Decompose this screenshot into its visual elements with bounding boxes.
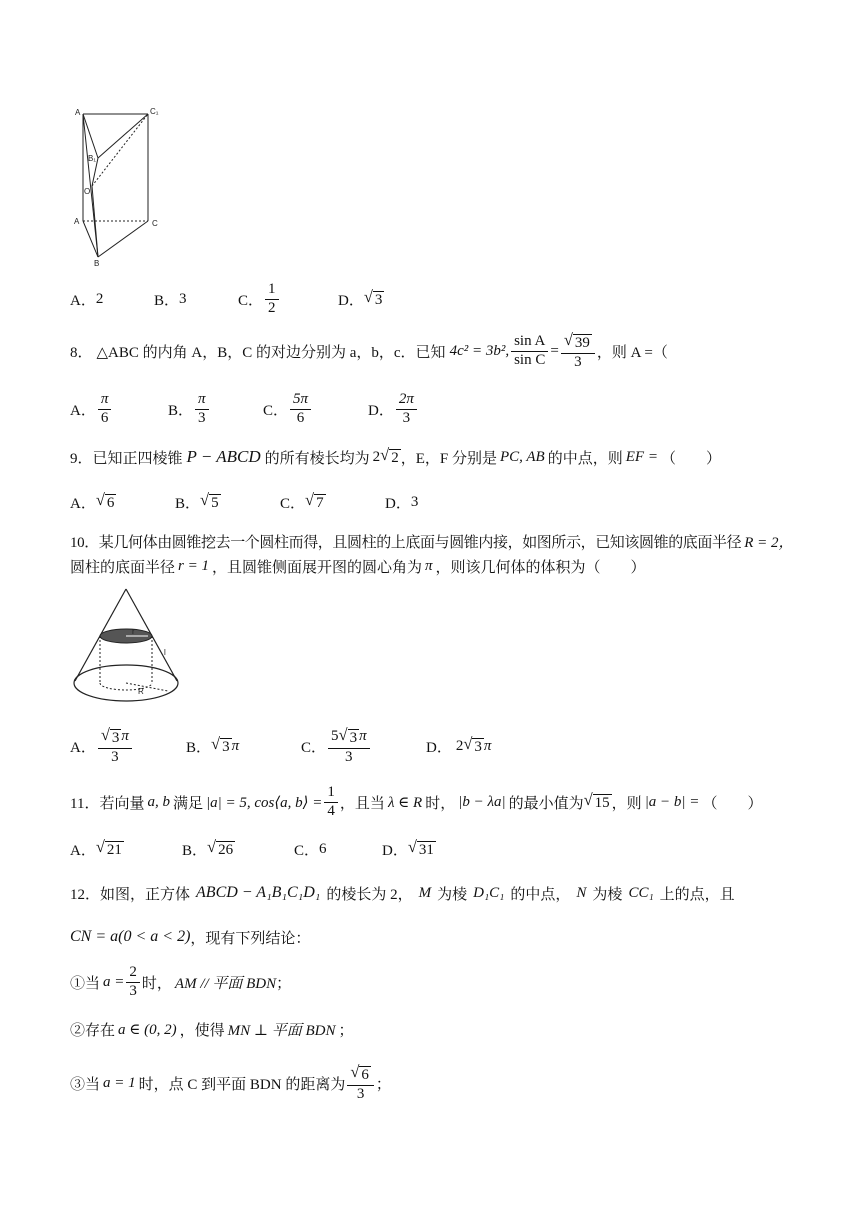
q7-option-b[interactable]: B． 3	[154, 290, 187, 309]
q9-option-b[interactable]: B． √ 5	[175, 489, 219, 512]
q11-option-c[interactable]: C． 6	[294, 840, 327, 859]
sqrt: √ 3	[211, 733, 230, 755]
q9-stem: 9．已知正四棱锥 P − ABCD 的所有棱长均为 2 √ 2 ，E，F 分别是 PC, AB 的中点，则 EF = （ ）	[70, 444, 721, 467]
fraction: $\frac{5\pi}{6}$	[290, 392, 311, 427]
fraction: √ 39 3	[561, 332, 595, 371]
q7-prism-figure	[70, 100, 160, 270]
sqrt: √ 2	[380, 444, 399, 466]
q12-statement-3: ③当 a = 1 时，点 C 到平面 BDN 的距离为 √ 6 3 ；	[70, 1061, 391, 1102]
sqrt: √ 3	[363, 286, 383, 308]
q10-option-d[interactable]: D． 2 √ 3 π	[426, 733, 492, 756]
q12-statement-2: ②存在 a ∈ (0, 2) ，使得 MN ⊥ 平面 BDN ；	[70, 1021, 354, 1039]
q9-options	[70, 489, 418, 515]
sqrt: √ 21	[95, 836, 122, 858]
q8-option-d[interactable]: D． $\frac{2\pi}{3}$	[368, 392, 419, 427]
fraction: 5 √ 3 π 3	[328, 727, 370, 766]
q7-option-d[interactable]: D． √ 3	[338, 286, 383, 309]
q7-option-a[interactable]: A． 2	[70, 290, 104, 309]
fraction: $\frac{2\pi}{3}$	[396, 392, 417, 427]
q11-stem: 11．若向量 a, b 满足 |a| = 5, cos⟨a, b⟩ = $\frac{1}{4}$ ，且当 λ ∈ R 时， |b − λa| 的最小值为 √ 15 ，则 |a − b| = （ ）	[70, 783, 763, 819]
fraction: $\frac{2}{3}$	[126, 965, 140, 1000]
q10-label-r: r	[132, 627, 135, 636]
fraction: $\frac{\pi}{3}$	[195, 392, 209, 427]
q11-option-d[interactable]: D． √ 31	[382, 836, 434, 859]
q10-label-R: R	[138, 687, 144, 696]
q10-label-l: l	[164, 648, 166, 657]
q11-options	[70, 836, 436, 862]
q7-label-b: B	[94, 259, 100, 268]
q8-stem: 8． △ABC 的内角 A，B，C 的对边分别为 a，b，c．已知 4c² = 3b², $\frac{\text{sin A}}{\text{sin C}}$ = √ 39 3 ，则 A =（	[70, 329, 668, 370]
q8-option-c[interactable]: C． $\frac{5\pi}{6}$	[263, 392, 368, 427]
sqrt: √ 3	[463, 733, 482, 755]
q7-label-o: O	[84, 187, 91, 196]
q7-label-a: A	[74, 217, 80, 226]
q9-option-d[interactable]: D． 3	[385, 493, 419, 512]
q7-label-a1: A	[75, 108, 81, 117]
fraction: √ 3 π 3	[98, 727, 132, 766]
q7-label-c1: C₁	[150, 107, 159, 116]
q10-option-c[interactable]: C． 5 √ 3 π 3	[301, 727, 426, 766]
q8-option-b[interactable]: B． $\frac{\pi}{3}$	[168, 392, 263, 427]
q11-option-b[interactable]: B． √ 26	[182, 836, 234, 859]
q11-option-a[interactable]: A． √ 21	[70, 836, 122, 859]
q8-option-a[interactable]: A． $\frac{\pi}{6}$	[70, 392, 168, 427]
fraction: $\frac{\pi}{6}$	[98, 392, 112, 427]
q10-option-a[interactable]: A． √ 3 π 3	[70, 727, 186, 766]
fraction: $\frac{1}{2}$	[265, 282, 279, 317]
q7-option-c[interactable]: C． $\frac{1}{2}$	[238, 282, 338, 317]
q9-option-a[interactable]: A． √ 6	[70, 489, 115, 512]
fraction: $\frac{\text{sin A}}{\text{sin C}}$	[511, 334, 548, 369]
fraction: √ 6 3	[347, 1064, 374, 1103]
q7-label-b1: B₁	[88, 154, 97, 163]
q12-statement-1: ①当 a = $\frac{2}{3}$ 时， AM // 平面 BDN ；	[70, 963, 292, 999]
sqrt: √ 6	[95, 489, 115, 511]
q12-stem-line2: CN = a(0 < a < 2) ，现有下列结论：	[70, 928, 311, 947]
q7-options	[70, 279, 384, 319]
sqrt: √ 31	[407, 836, 434, 858]
q10-option-b[interactable]: B． √ 3 π	[186, 733, 240, 756]
q10-cone-figure	[68, 585, 186, 710]
q12-stem-line1: 12．如图，正方体 ABCD − A₁B₁C₁D₁ 的棱长为 2， M 为棱 D₁C₁ 的中点， N 为棱 CC₁ 上的点，且	[70, 884, 735, 903]
sqrt: √ 5	[200, 489, 219, 511]
q10-stem-line1: 10．某几何体由圆锥挖去一个圆柱而得，且圆柱的上底面与圆锥内接，如图所示，已知该圆锥的底面半径 R = 2，	[70, 534, 794, 551]
q8-options	[70, 386, 419, 432]
sqrt: √ 7	[305, 489, 324, 511]
q9-option-c[interactable]: C． √ 7	[280, 489, 324, 512]
sqrt: √ 26	[207, 836, 234, 858]
q7-label-c: C	[152, 219, 158, 228]
q10-options	[70, 722, 491, 770]
fraction: $\frac{1}{4}$	[324, 785, 338, 820]
q10-stem-line2: 圆柱的底面半径 r = 1 ，且圆锥侧面展开图的圆心角为 π ，则该几何体的体积为（ ）	[70, 557, 646, 576]
sqrt: √ 15	[583, 789, 610, 811]
